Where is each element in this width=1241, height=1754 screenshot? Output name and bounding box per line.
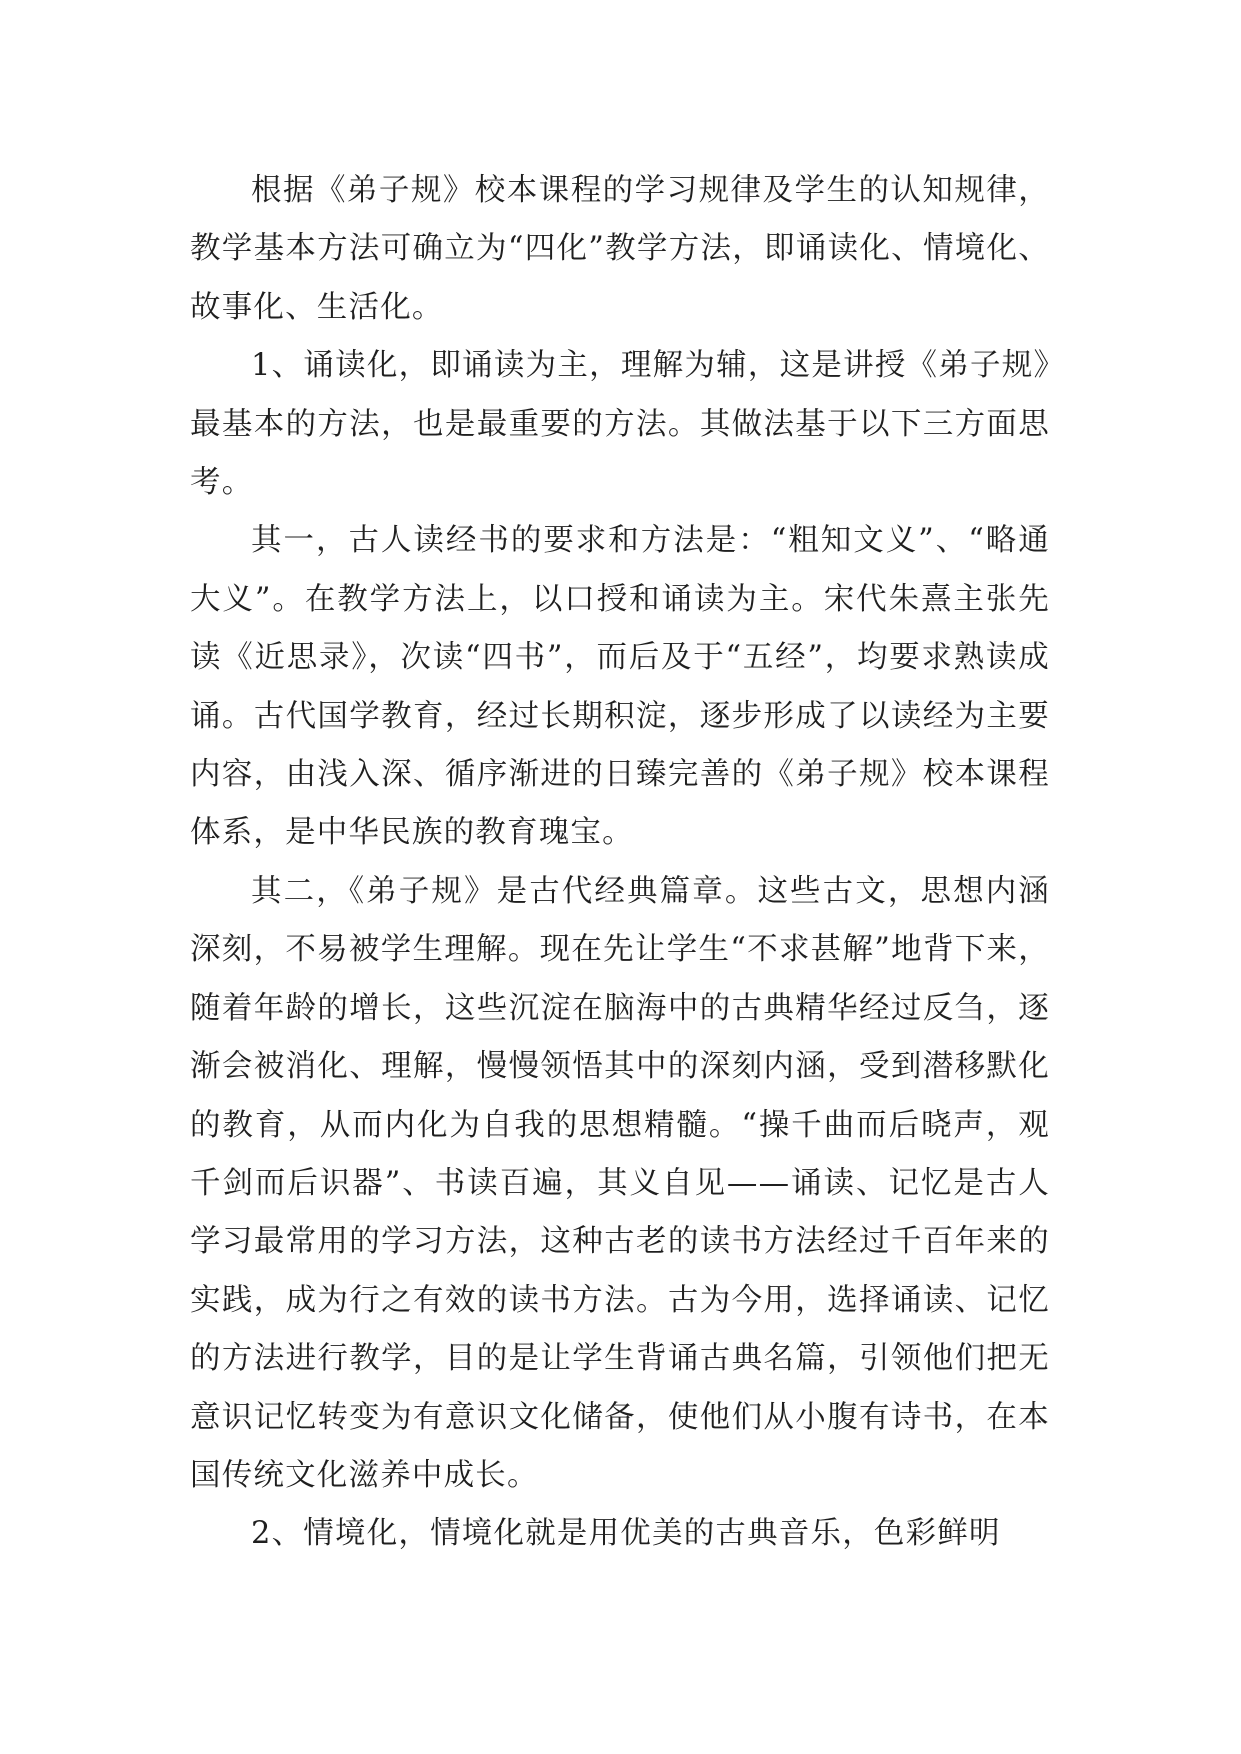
body-text	[190, 162, 1050, 1564]
paragraph-method-2: 2、情境化，情境化就是用优美的古典音乐，色彩鲜明	[251, 1516, 1001, 1552]
paragraph-point-2: 其二，《弟子规》是古代经典篇章。这些古文，思想内涵深刻，不易被学生理解。现在先让学生“不求甚解”地背下来，随着年龄的增长，这些沉淀在脑海中的古典精华经过反刍，逐渐会被消化、理解，慢慢领悟其中的深刻内涵，受到潜移默化的教育，从而内化为自我的思想精髓。“操千曲而后晓声，观千剑而后识器”、书读百遍，其义自见——诵读、记忆是古人学习最常用的学习方法，这种古老的读书方法经过千百年来的实践，成为行之有效的读书方法。古为今用，选择诵读、记忆的方法进行教学，目的是让学生背诵古典名篇，引领他们把无意识记忆转变为有意识文化储备，使他们从小腹有诗书，在本国传统文化滋养中成长。	[190, 873, 1050, 1493]
paragraph-intro: 根据《弟子规》校本课程的学习规律及学生的认知规律，教学基本方法可确立为“四化”教学方法，即诵读化、情境化、故事化、生活化。	[190, 173, 1050, 325]
paragraph-point-1: 其一，古人读经书的要求和方法是：“粗知文义”、“略通大义”。在教学方法上，以口授和诵读为主。宋代朱熹主张先读《近思录》，次读“四书”，而后及于“五经”，均要求熟读成诵。古代国学教育，经过长期积淀，逐步形成了以读经为主要内容，由浅入深、循序渐进的日臻完善的《弟子规》校本课程体系，是中华民族的教育瑰宝。	[190, 523, 1050, 851]
paragraph-method-1: 1、诵读化，即诵读为主，理解为辅，这是讲授《弟子规》最基本的方法，也是最重要的方法。其做法基于以下三方面思考。	[190, 348, 1050, 501]
